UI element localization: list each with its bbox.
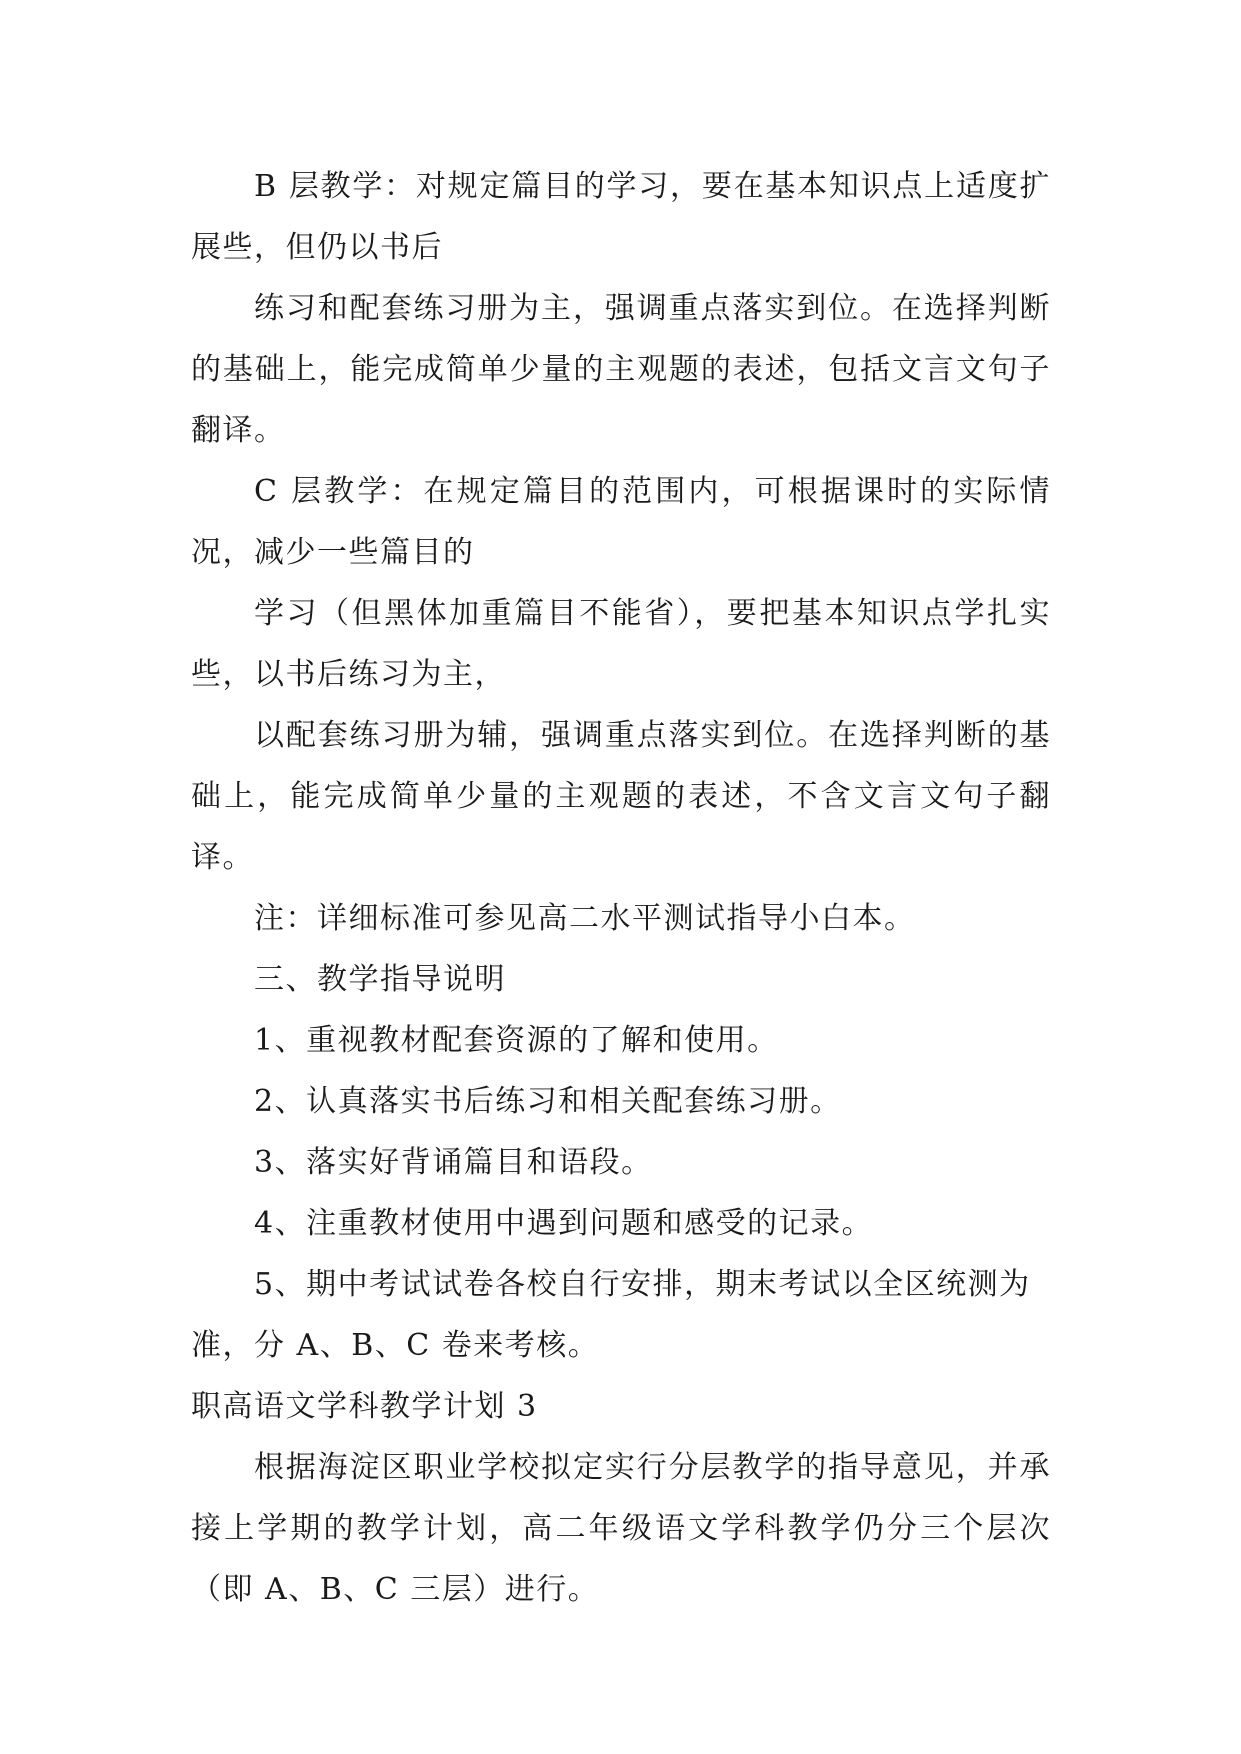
paragraph-b-level-part1: B 层教学：对规定篇目的学习，要在基本知识点上适度扩展些，但仍以书后 — [191, 169, 1051, 265]
paragraph-c-level-part1: C 层教学：在规定篇目的范围内，可根据课时的实际情况，减少一些篇目的 — [191, 474, 1051, 570]
list-item-3: 3、落实好背诵篇目和语段。 — [254, 1145, 653, 1180]
plan3-intro-paragraph: 根据海淀区职业学校拟定实行分层教学的指导意见，并承接上学期的教学计划，高二年级语文学科教学仍分三个层次（即 A、B、C 三层）进行。 — [191, 1450, 1051, 1607]
paragraph-b-level-part2: 练习和配套练习册为主，强调重点落实到位。在选择判断的基础上，能完成简单少量的主观题的表述，包括文言文句子翻译。 — [191, 291, 1051, 448]
list-item-1: 1、重视教材配套资源的了解和使用。 — [254, 1023, 779, 1058]
paragraph-c-level-part3: 以配套练习册为辅，强调重点落实到位。在选择判断的基础上，能完成简单少量的主观题的表述，不含文言文句子翻译。 — [191, 718, 1051, 875]
paragraph-note: 注：详细标准可参见高二水平测试指导小白本。 — [254, 901, 916, 936]
plan3-title: 职高语文学科教学计划 3 — [191, 1389, 538, 1424]
document-body — [191, 156, 1051, 1620]
list-item-4: 4、注重教材使用中遇到问题和感受的记录。 — [254, 1206, 874, 1241]
paragraph-c-level-part2: 学习（但黑体加重篇目不能省），要把基本知识点学扎实些，以书后练习为主， — [191, 596, 1051, 692]
list-item-2: 2、认真落实书后练习和相关配套练习册。 — [254, 1084, 842, 1119]
section-three-heading: 三、教学指导说明 — [254, 962, 506, 997]
list-item-5: 5、期中考试试卷各校自行安排，期末考试以全区统测为准，分 A、B、C 卷来考核。 — [191, 1267, 1031, 1363]
